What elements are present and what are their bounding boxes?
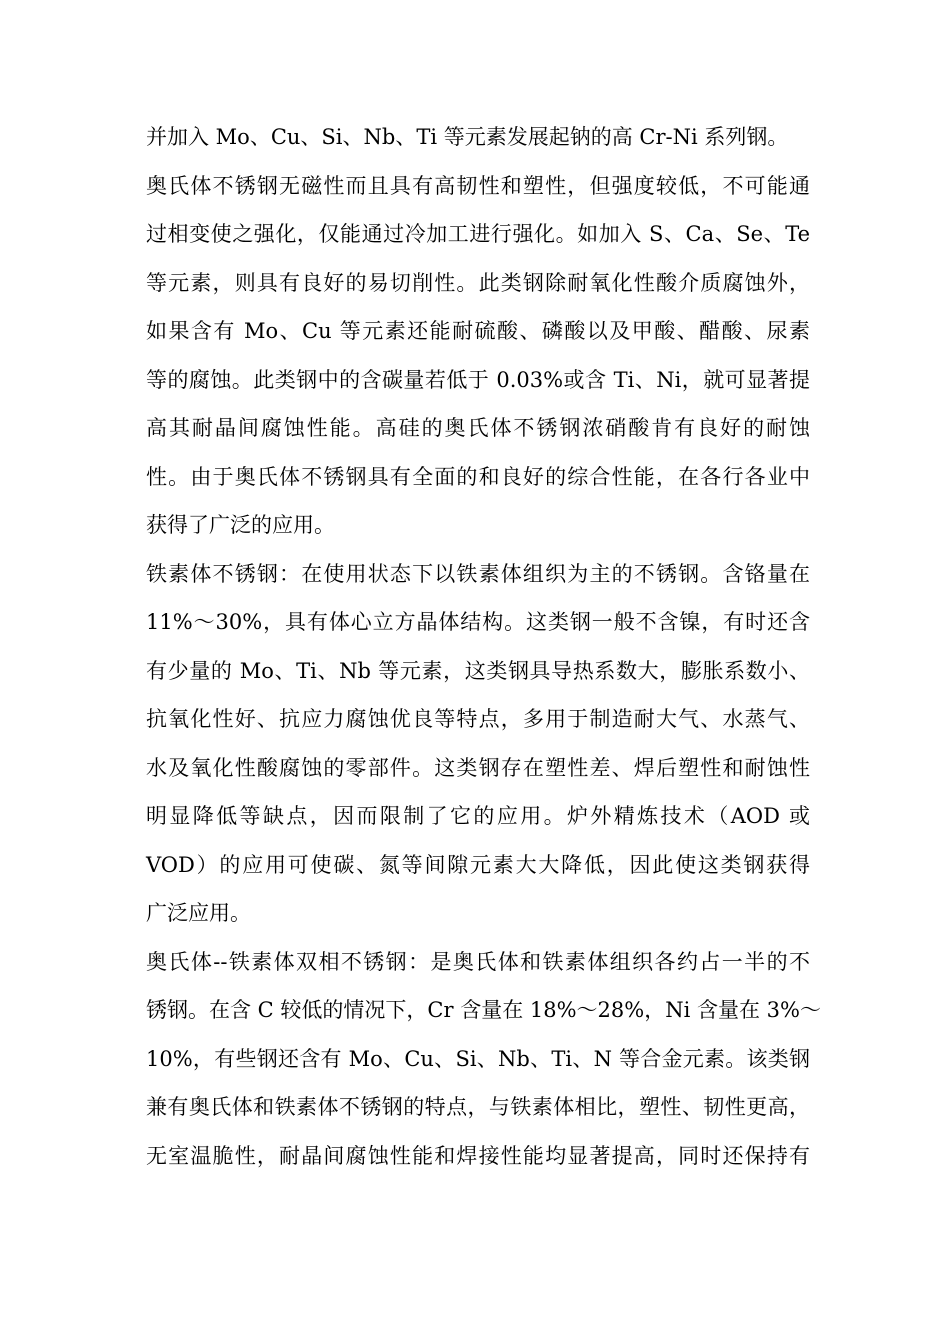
text-line: 奥氏体--铁素体双相不锈钢：是奥氏体和铁素体组织各约占一半的不: [146, 949, 810, 974]
text-line: 明显降低等缺点，因而限制了它的应用。炉外精炼技术（AOD 或: [146, 804, 810, 828]
text-line: 有少量的 Mo、Ti、Nb 等元素，这类钢具导热系数大，膨胀系数小、: [146, 658, 810, 683]
text-line: 过相变使之强化，仅能通过冷加工进行强化。如加入 S、Ca、Se、Te: [146, 222, 810, 246]
text-line: 11%～30%，具有体心立方晶体结构。这类钢一般不含镍，有时还含: [146, 610, 810, 634]
text-line: 广泛应用。: [146, 901, 251, 925]
text-line: 并加入 Mo、Cu、Si、Nb、Ti 等元素发展起钠的高 Cr-Ni 系列钢。: [146, 125, 789, 149]
text-line: 水及氧化性酸腐蚀的零部件。这类钢存在塑性差、焊后塑性和耐蚀性: [146, 755, 810, 780]
text-line: 10%，有些钢还含有 Mo、Cu、Si、Nb、Ti、N 等合金元素。该类钢: [146, 1046, 810, 1071]
text-line: 抗氧化性好、抗应力腐蚀优良等特点，多用于制造耐大气、水蒸气、: [146, 707, 810, 731]
text-line: 等的腐蚀。此类钢中的含碳量若低于 0.03%或含 Ti、Ni，就可显著提: [146, 367, 810, 392]
text-line: 获得了广泛的应用。: [146, 513, 335, 537]
text-line: 性。由于奥氏体不锈钢具有全面的和良好的综合性能，在各行各业中: [146, 464, 810, 489]
text-line: 等元素，则具有良好的易切削性。此类钢除耐氧化性酸介质腐蚀外，: [146, 270, 810, 295]
body-text: [146, 113, 821, 1180]
text-line: 铁素体不锈钢：在使用状态下以铁素体组织为主的不锈钢。含铬量在: [146, 561, 810, 586]
text-line: 无室温脆性，耐晶间腐蚀性能和焊接性能均显著提高，同时还保持有: [146, 1143, 810, 1168]
text-line: VOD）的应用可使碳、氮等间隙元素大大降低，因此使这类钢获得: [146, 852, 810, 877]
text-line: 如果含有 Mo、Cu 等元素还能耐硫酸、磷酸以及甲酸、醋酸、尿素: [146, 319, 810, 343]
text-line: 锈钢。在含 C 较低的情况下，Cr 含量在 18%～28%，Ni 含量在 3%～: [146, 998, 821, 1022]
text-line: 高其耐晶间腐蚀性能。高硅的奥氏体不锈钢浓硝酸肯有良好的耐蚀: [146, 416, 810, 440]
text-line: 兼有奥氏体和铁素体不锈钢的特点，与铁素体相比，塑性、韧性更高，: [146, 1095, 810, 1119]
text-line: 奥氏体不锈钢无磁性而且具有高韧性和塑性，但强度较低，不可能通: [146, 173, 810, 198]
